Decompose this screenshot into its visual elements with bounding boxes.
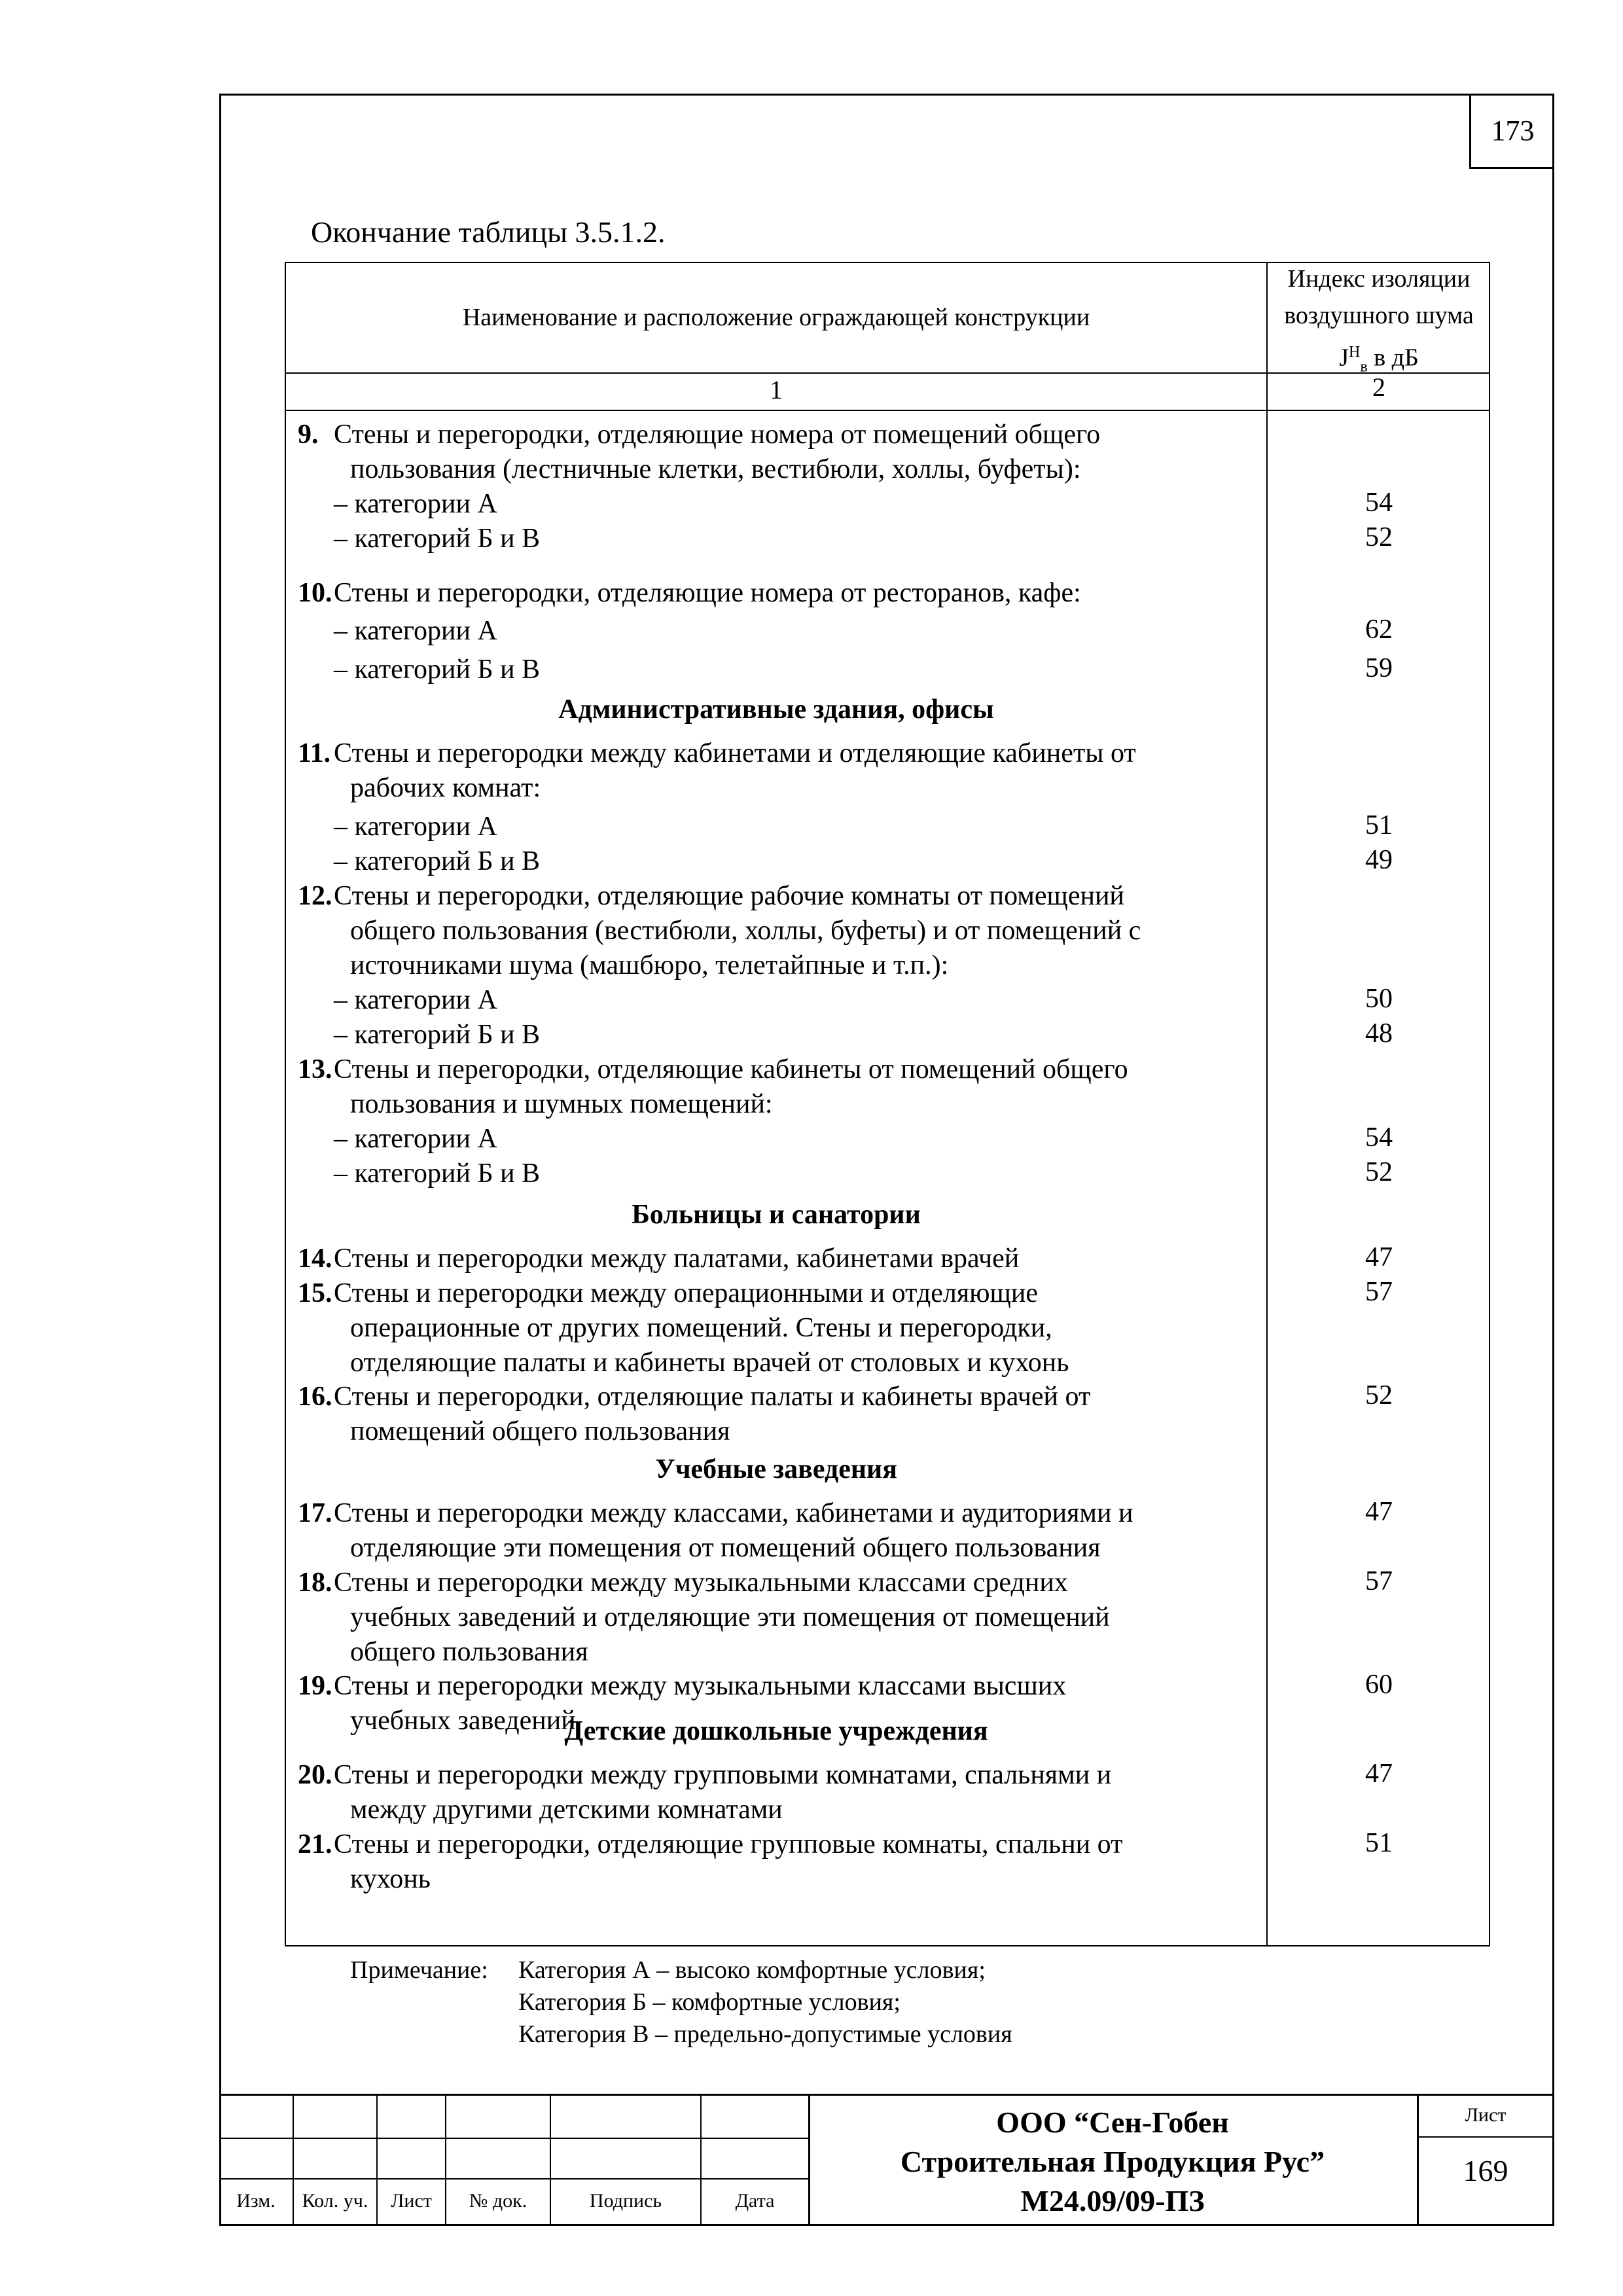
item-number: 12. bbox=[298, 881, 332, 911]
insulation-index-value: 47 bbox=[1365, 1759, 1393, 1789]
item-text-line: Стены и перегородки, отделяющие номера от помещений общего bbox=[334, 420, 1101, 450]
note-line: Категория В – предельно-допустимые условия bbox=[518, 2020, 1012, 2048]
category-line: – категорий Б и В bbox=[334, 524, 541, 554]
item-text-line: общего пользования (вестибюли, холлы, буфеты) и от помещений с bbox=[350, 916, 1141, 946]
document-code: М24.09/09-ПЗ bbox=[1020, 2184, 1205, 2217]
item-text-line: источниками шума (машбюро, телетайпные и т.п.): bbox=[350, 950, 949, 980]
item-text-line: Стены и перегородки между палатами, кабинетами врачей bbox=[334, 1244, 1020, 1274]
insulation-index-value: 47 bbox=[1365, 1242, 1393, 1272]
insulation-index-value: 60 bbox=[1365, 1670, 1393, 1700]
item-number: 11. bbox=[298, 738, 331, 768]
item-number: 10. bbox=[298, 578, 332, 608]
sheet-label: Лист bbox=[1465, 2104, 1507, 2126]
insulation-index-value: 52 bbox=[1365, 522, 1393, 552]
item-text-line: учебных заведений и отделяющие эти помещения от помещений bbox=[350, 1602, 1110, 1632]
item-text-line: кухонь bbox=[350, 1864, 431, 1894]
title-block-col-list: Лист bbox=[391, 2190, 432, 2212]
header-line-1: Индекс изоляции bbox=[1287, 265, 1471, 293]
column-header-index bbox=[1268, 260, 1490, 385]
title-block-col-date: Дата bbox=[735, 2190, 775, 2212]
title-block-col-doc: № док. bbox=[469, 2190, 527, 2212]
header-subscript: в bbox=[1360, 358, 1368, 376]
note-line: Категория А – высоко комфортные условия; bbox=[518, 1956, 986, 1984]
sheet-box-divider bbox=[1417, 2136, 1554, 2138]
item-number: 14. bbox=[298, 1244, 332, 1274]
note-label: Примечание: bbox=[350, 1956, 488, 1984]
title-block-row-line bbox=[219, 2138, 808, 2139]
title-block-col-signature: Подпись bbox=[589, 2190, 662, 2212]
item-number: 13. bbox=[298, 1054, 332, 1085]
item-text-line: Стены и перегородки между музыкальными классами высших bbox=[334, 1671, 1067, 1701]
item-text-line: Стены и перегородки между музыкальными классами средних bbox=[334, 1568, 1068, 1598]
category-line: – категорий Б и В bbox=[334, 1020, 541, 1050]
table-section-heading: Учебные заведения bbox=[655, 1454, 897, 1484]
organization-block bbox=[808, 2103, 1417, 2221]
insulation-index-value: 48 bbox=[1365, 1018, 1393, 1049]
page-number: 173 bbox=[1491, 114, 1535, 147]
column-header-name: Наименование и расположение ограждающей конструкции bbox=[462, 304, 1090, 331]
item-text-line: Стены и перегородки между операционными и отделяющие bbox=[334, 1278, 1039, 1308]
title-block-col-izm: Изм. bbox=[236, 2190, 276, 2212]
item-number: 16. bbox=[298, 1382, 332, 1412]
header-superscript: Н bbox=[1349, 344, 1361, 361]
category-line: – категорий Б и В bbox=[334, 846, 541, 876]
header-unit: в дБ bbox=[1367, 344, 1419, 372]
insulation-index-value: 50 bbox=[1365, 984, 1393, 1014]
item-number: 20. bbox=[298, 1760, 332, 1790]
table-number-row-divider bbox=[285, 410, 1490, 411]
insulation-index-value: 51 bbox=[1365, 1828, 1393, 1858]
table-section-heading: Детские дошкольные учреждения bbox=[564, 1716, 988, 1746]
item-number: 18. bbox=[298, 1568, 332, 1598]
insulation-index-value: 57 bbox=[1365, 1566, 1393, 1596]
item-text-line: пользования и шумных помещений: bbox=[350, 1089, 773, 1119]
item-text-line: Стены и перегородки, отделяющие палаты и кабинеты врачей от bbox=[334, 1382, 1091, 1412]
column-number-2: 2 bbox=[1372, 372, 1385, 402]
header-symbol: J bbox=[1339, 344, 1349, 372]
title-block-top-border bbox=[219, 2094, 1554, 2096]
insulation-index-value: 52 bbox=[1365, 1157, 1393, 1187]
sheet-number: 169 bbox=[1463, 2154, 1508, 2187]
column-number-1: 1 bbox=[770, 375, 783, 404]
item-text-line: Стены и перегородки между кабинетами и отделяющие кабинеты от bbox=[334, 738, 1136, 768]
item-text-line: Стены и перегородки между классами, кабинетами и аудиториями и bbox=[334, 1498, 1133, 1528]
item-text-line: общего пользования bbox=[350, 1637, 588, 1667]
note-line: Категория Б – комфортные условия; bbox=[518, 1988, 901, 2016]
item-text-line: рабочих комнат: bbox=[350, 773, 541, 803]
item-text-line: Стены и перегородки, отделяющие рабочие комнаты от помещений bbox=[334, 881, 1124, 911]
category-line: – категорий Б и В bbox=[334, 1158, 541, 1189]
item-text-line: Стены и перегородки, отделяющие номера от ресторанов, кафе: bbox=[334, 578, 1081, 608]
insulation-index-value: 51 bbox=[1365, 810, 1393, 840]
item-text-line: Стены и перегородки между групповыми комнатами, спальнями и bbox=[334, 1760, 1112, 1790]
item-number: 19. bbox=[298, 1671, 332, 1701]
organization-name-line2: Строительная Продукция Рус” bbox=[900, 2145, 1325, 2178]
table-caption: Окончание таблицы 3.5.1.2. bbox=[311, 215, 666, 249]
insulation-index-value: 54 bbox=[1365, 488, 1393, 518]
item-text-line: между другими детскими комнатами bbox=[350, 1795, 783, 1825]
item-number: 9. bbox=[298, 420, 319, 450]
category-line: – категорий Б и В bbox=[334, 655, 541, 685]
item-text-line: Стены и перегородки, отделяющие групповые комнаты, спальни от bbox=[334, 1829, 1123, 1859]
category-line: – категории А bbox=[334, 489, 497, 519]
category-line: – категории А bbox=[334, 616, 497, 646]
category-line: – категории А bbox=[334, 1124, 497, 1154]
item-number: 21. bbox=[298, 1829, 332, 1859]
item-text-line: пользования (лестничные клетки, вестибюли, холлы, буфеты): bbox=[350, 454, 1081, 484]
insulation-index-value: 59 bbox=[1365, 653, 1393, 683]
item-number: 17. bbox=[298, 1498, 332, 1528]
insulation-index-value: 62 bbox=[1365, 615, 1393, 645]
insulation-index-value: 57 bbox=[1365, 1277, 1393, 1307]
item-text-line: операционные от других помещений. Стены и перегородки, bbox=[350, 1313, 1052, 1343]
category-line: – категории А bbox=[334, 985, 497, 1015]
category-line: – категории А bbox=[334, 812, 497, 842]
organization-name-line1: ООО “Сен-Гобен bbox=[996, 2106, 1229, 2139]
title-block-col-kol-uch: Кол. уч. bbox=[302, 2190, 368, 2212]
item-text-line: учебных заведений bbox=[350, 1706, 576, 1736]
item-text-line: Стены и перегородки, отделяющие кабинеты от помещений общего bbox=[334, 1054, 1128, 1085]
insulation-index-value: 54 bbox=[1365, 1122, 1393, 1153]
table-section-heading: Больницы и санатории bbox=[632, 1200, 921, 1230]
header-line-2: воздушного шума bbox=[1284, 302, 1474, 329]
insulation-index-value: 47 bbox=[1365, 1497, 1393, 1527]
item-text-line: отделяющие эти помещения от помещений общего пользования bbox=[350, 1533, 1101, 1563]
item-text-line: отделяющие палаты и кабинеты врачей от столовых и кухонь bbox=[350, 1348, 1069, 1378]
title-block-row-line bbox=[219, 2178, 808, 2179]
insulation-index-value: 49 bbox=[1365, 845, 1393, 875]
item-text-line: помещений общего пользования bbox=[350, 1416, 730, 1446]
insulation-index-value: 52 bbox=[1365, 1380, 1393, 1410]
page-number-box bbox=[1469, 94, 1554, 169]
table-section-heading: Административные здания, офисы bbox=[558, 694, 994, 725]
item-number: 15. bbox=[298, 1278, 332, 1308]
